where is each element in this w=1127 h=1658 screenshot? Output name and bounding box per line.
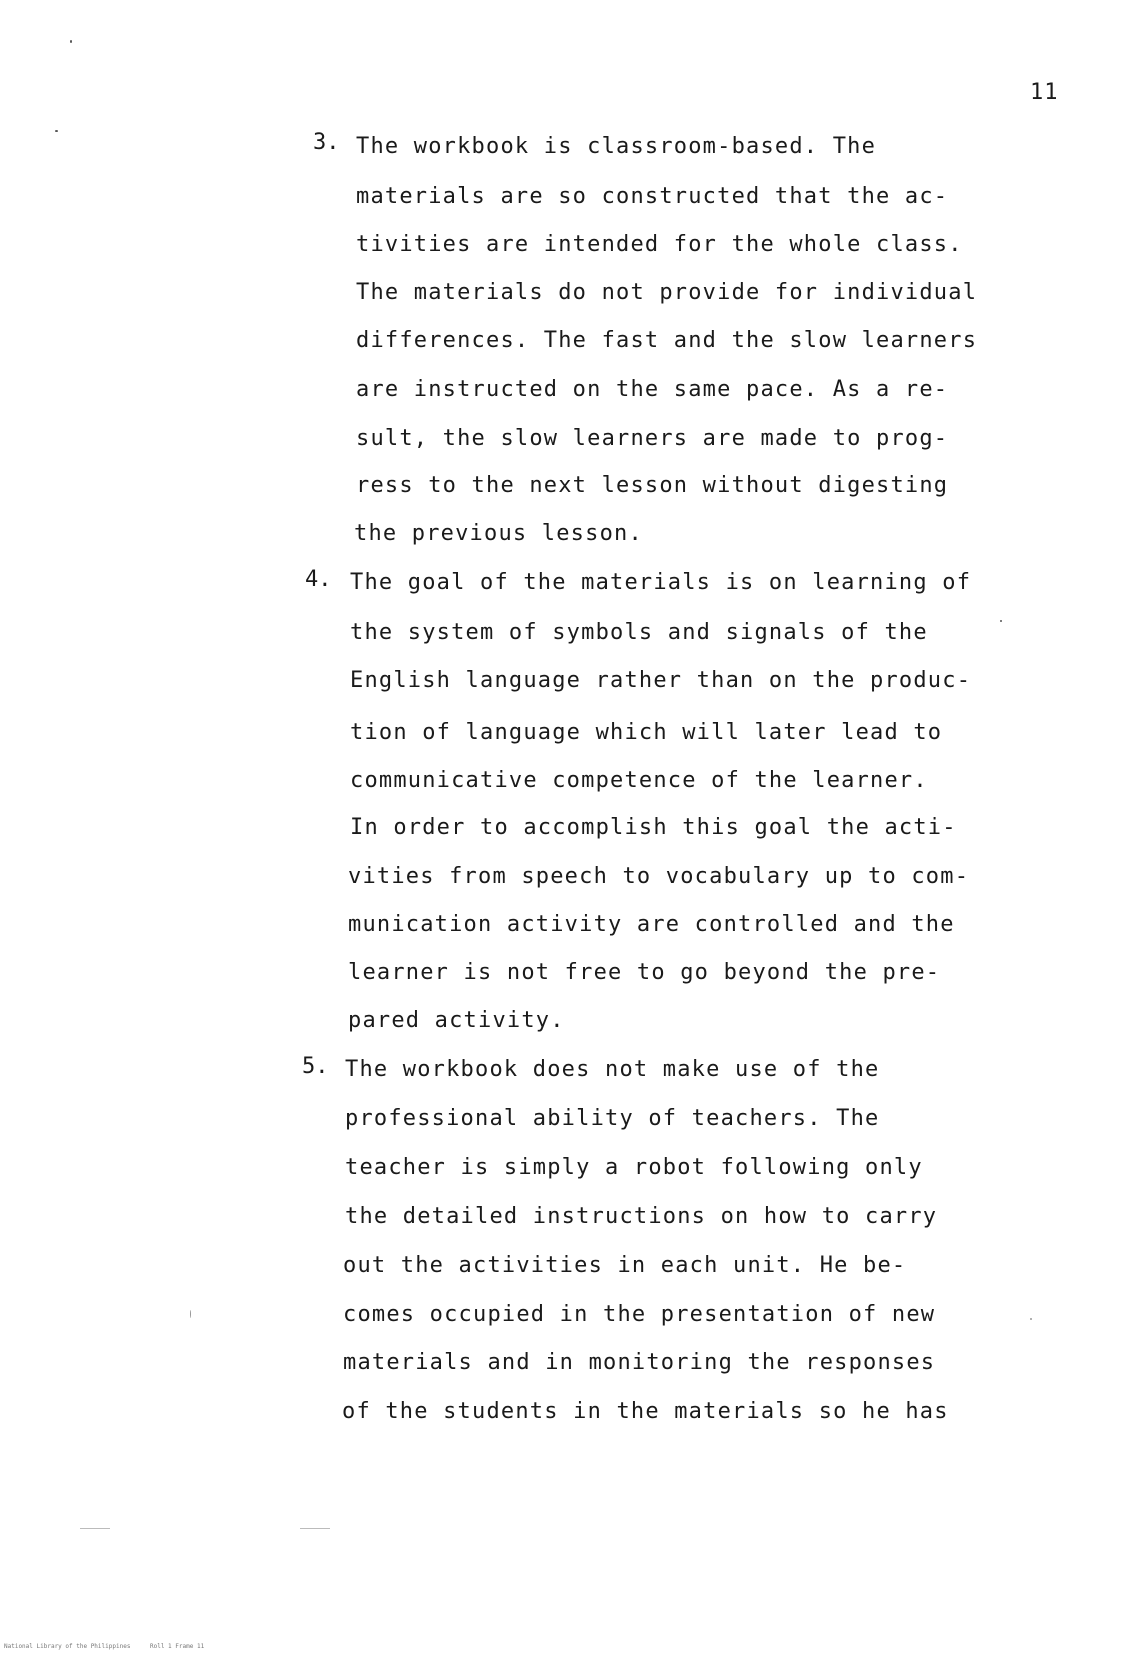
text-line: The workbook is classroom-based. The	[356, 134, 877, 159]
text-line: learner is not free to go beyond the pre-	[348, 960, 941, 985]
text-line: tion of language which will later lead to	[350, 720, 943, 745]
text-line: professional ability of teachers. The	[345, 1106, 880, 1131]
text-line: of the students in the materials so he has	[342, 1399, 949, 1424]
scan-speck	[190, 1310, 191, 1318]
text-line: materials and in monitoring the responses	[343, 1350, 936, 1375]
text-line: out the activities in each unit. He be-	[343, 1253, 907, 1278]
text-line: materials are so constructed that the ac-	[356, 184, 949, 209]
text-line: The goal of the materials is on learning of	[350, 570, 972, 595]
text-line: the detailed instructions on how to carry	[345, 1204, 938, 1229]
page-number: 11	[1030, 80, 1059, 105]
text-line: comes occupied in the presentation of new	[343, 1302, 936, 1327]
text-line: The materials do not provide for individual	[356, 280, 978, 305]
item-number: 5.	[302, 1054, 329, 1079]
scan-speck	[1030, 1318, 1032, 1320]
text-line: the previous lesson.	[354, 521, 643, 546]
text-line: English language rather than on the produc-	[350, 668, 972, 693]
text-line: teacher is simply a robot following only	[345, 1155, 923, 1180]
item-number: 4.	[305, 567, 332, 592]
text-line: munication activity are controlled and the	[348, 912, 955, 937]
text-line: are instructed on the same pace. As a re-	[356, 377, 949, 402]
footer-source-text: National Library of the Philippines	[4, 1643, 131, 1650]
scan-speck	[55, 130, 58, 132]
text-line: In order to accomplish this goal the acti-	[350, 815, 957, 840]
text-line: differences. The fast and the slow learners	[356, 328, 978, 353]
scan-speck	[1000, 620, 1002, 622]
text-line: the system of symbols and signals of the	[350, 620, 928, 645]
text-line: ress to the next lesson without digesting	[356, 473, 949, 498]
text-line: vities from speech to vocabulary up to com-	[348, 864, 970, 889]
scan-speck	[70, 40, 72, 43]
text-line: tivities are intended for the whole class.	[356, 232, 963, 257]
scan-speck	[300, 1528, 330, 1529]
text-line: pared activity.	[348, 1008, 565, 1033]
text-line: The workbook does not make use of the	[345, 1057, 880, 1082]
text-line: communicative competence of the learner.	[350, 768, 928, 793]
item-number: 3.	[313, 130, 340, 155]
scan-speck	[80, 1528, 110, 1529]
footer-frame-text: Roll 1 Frame 11	[150, 1643, 205, 1650]
text-line: sult, the slow learners are made to prog-	[356, 426, 949, 451]
